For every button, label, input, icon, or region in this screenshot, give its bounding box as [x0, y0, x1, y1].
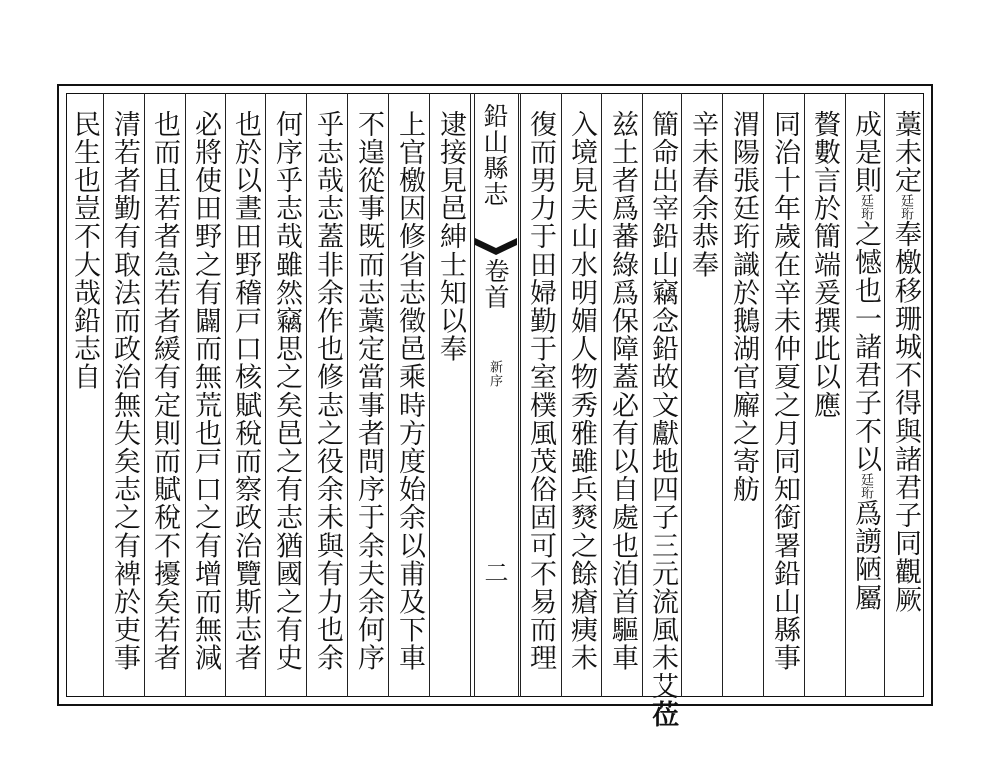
text-column: [107, 110, 141, 700]
page-number: 二: [480, 560, 508, 586]
column-rule: [763, 93, 764, 697]
text-column: [188, 110, 222, 700]
interlinear-note: 廷珩: [898, 194, 913, 221]
text-segment: 民生也豈不大哉鉛志自: [69, 110, 100, 391]
column-rule: [225, 93, 226, 697]
text-segment: 渭陽張廷珩識於鵝湖官廨之寄舫: [728, 110, 759, 504]
text-segment: 乎志哉志蓋非余作也修志之役余未與有力也余: [312, 110, 343, 672]
text-column: [767, 110, 801, 700]
column-rule: [884, 93, 885, 697]
text-column: [848, 110, 882, 700]
text-column: [685, 110, 719, 700]
text-column: [564, 110, 598, 700]
text-segment: 上官檄因修省志徵邑乘時方度始余以甫及下車: [394, 110, 425, 672]
column-rule: [722, 93, 723, 697]
text-segment: 成是則: [850, 110, 881, 195]
text-column: [807, 110, 841, 700]
column-rule: [429, 93, 430, 697]
text-column: [67, 110, 101, 700]
column-rule: [470, 93, 471, 697]
text-column: [888, 110, 922, 700]
section-label: 新序: [487, 360, 502, 388]
text-segment: 入境見夫山水明媚人物秀雅雖兵燹之餘瘡痍未: [566, 110, 597, 672]
text-segment: 清若者勤有取法而政治無失矣志之有裨於吏事: [109, 110, 140, 672]
column-rule: [804, 93, 805, 697]
text-column: [433, 110, 467, 700]
text-segment: 同治十年歲在辛未仲夏之月同知銜署鉛山縣事: [769, 110, 800, 672]
column-rule: [518, 93, 519, 697]
column-rule: [347, 93, 348, 697]
text-column: [228, 110, 262, 700]
column-rule: [601, 93, 602, 697]
text-segment: 藁未定: [890, 110, 921, 195]
text-segment: 簡命出宰鉛山竊念鉛故文獻地四子三元流風未艾: [647, 110, 678, 701]
text-segment: 復而男力于田婦勤于室樸風茂俗固可不易而理: [525, 110, 556, 672]
text-segment: 兹土者爲蕃綠爲保障蓋必有以自處也洎首驅車: [607, 110, 638, 672]
text-column: [351, 110, 385, 700]
text-segment: 也而且若者急若者緩有定則而賦稅不擾矣若者: [149, 110, 180, 672]
column-rule: [845, 93, 846, 697]
column-rule: [520, 93, 521, 697]
text-column: [147, 110, 181, 700]
volume-label: 卷首: [481, 258, 510, 310]
fishtail-mark: [473, 236, 519, 256]
text-segment: 爲謭陋屬: [850, 499, 881, 612]
text-segment: 何序乎志哉雖然竊思之矣邑之有志猶國之有史: [271, 110, 302, 672]
text-column: [523, 110, 557, 700]
interlinear-note: 廷珩: [858, 194, 873, 221]
text-column: [269, 110, 303, 700]
text-segment: 不遑從事既而志藁定當事者問序于余夫余何序: [353, 110, 384, 672]
column-rule: [681, 93, 682, 697]
column-rule: [561, 93, 562, 697]
column-rule: [103, 93, 104, 697]
text-segment: 逮接見邑紳士知以奉: [435, 110, 466, 363]
text-column: [310, 110, 344, 700]
text-column: [605, 110, 639, 700]
text-segment: 辛未春余恭奉: [687, 110, 718, 279]
column-rule: [265, 93, 266, 697]
text-segment: 莅: [647, 700, 678, 729]
book-title: 鉛山縣志: [480, 103, 509, 207]
text-segment: 也於以晝田野稽戸口核賦稅而察政治覽斯志者: [230, 110, 261, 672]
text-column: [392, 110, 426, 700]
column-rule: [185, 93, 186, 697]
interlinear-note: 廷珩: [858, 473, 873, 500]
text-segment: 必將使田野之有闢而無荒也戸口之有增而無減: [190, 110, 221, 672]
column-rule: [388, 93, 389, 697]
column-rule: [642, 93, 643, 697]
column-rule: [144, 93, 145, 697]
column-rule: [306, 93, 307, 697]
text-segment: 之憾也一諸君子不以: [850, 220, 881, 474]
text-segment: 奉檄移珊城不得與諸君子同觀厥: [890, 220, 921, 614]
text-segment: 贅數言於簡端爰撰此以應: [809, 110, 840, 420]
text-column: [726, 110, 760, 700]
text-column: [645, 110, 679, 729]
